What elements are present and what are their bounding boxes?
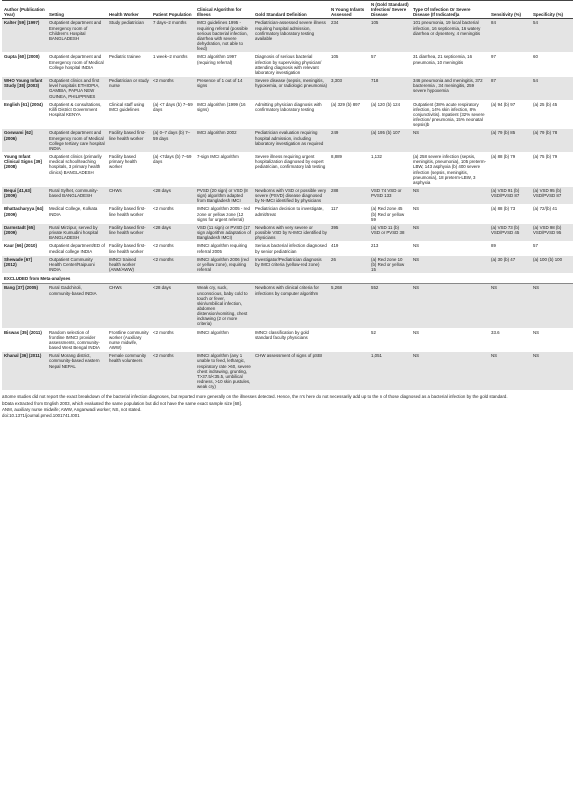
table-cell: 419 (329, 242, 369, 255)
table-cell: <2 months (151, 242, 195, 255)
table-cell: 346 pneumonia and meningitis, 372 bacteremia , 34 meningitis, 259 severe hypoxemia (411, 77, 489, 101)
table-cell: 101 pneumonia, 19 local bacterial infection, 16 septicemia, 16 watery diarrhea or dysentery, 4 meningitis (411, 19, 489, 53)
study-author-cell: Shewade [67] (2012) (2, 255, 47, 273)
table-cell: NS (411, 129, 489, 153)
table-cell: (a) 195 (b) 107 (369, 129, 411, 153)
table-cell: (a) 30 (b) 47 (489, 255, 531, 273)
table-row (2, 53, 573, 77)
table-cell: Diagnosis of serious bacterial infection by supervising physician/ attending diagnosis with relevant laboratory investigation (253, 53, 329, 77)
column-header: Type Of Infection Or Severe Disease (If Indicated)a (411, 1, 489, 19)
table-cell: 105 (329, 53, 369, 77)
table-cell: Random selection of frontline IMNCI provider assessments, community-based West Bengal INDIA (47, 328, 107, 352)
table-cell: Severe illness requiring urgent hospitalization diagnosed by expert pediatrician, confirmatory lab testing (253, 153, 329, 187)
table-cell: 718 (369, 77, 411, 101)
table-cell: (a) VSD 98 (b) VSD/PVSD 95 (531, 223, 573, 241)
table-cell: Newborns with very severe or possible VSD by N-IMCI identified by physicians (255, 224, 327, 241)
table-cell: 234 (329, 19, 369, 53)
table-cell: Pediatrician-assessed severe illness requiring hospital admission, confirmatory laboratory testing available (253, 19, 329, 53)
table-cell: Facility based first-line health worker (107, 129, 151, 153)
study-author-cell: English [61] (2004) (2, 100, 47, 129)
table-cell: PVSD (20 sign) or VSD (8 sign) algorithm adapted from Bangladesh IMCI (195, 187, 253, 205)
footnote: ANM, auxiliary nurse midwife; AWW, Anganwadi worker; NS, not stated. (2, 407, 142, 413)
table-cell: IMNCI classification by gold standard faculty physicians (253, 328, 329, 352)
table-cell: IMCI guidelines 1995 - requiring referral (possible serious bacterial infection, diarrhea with severe dehydration, not able to feed) (195, 19, 253, 53)
table-row (2, 153, 573, 187)
table-cell: 57 (531, 242, 573, 255)
table-cell: Rural Mirzipur, served by private Kumudini hospital BANGLADESH (47, 223, 107, 241)
table-cell: (a) 72/(b) 41 (531, 205, 573, 223)
study-author-cell: Bequi [41,63] (2009) (2, 187, 47, 205)
study-author-cell: Goswami [62] (2006) (2, 129, 47, 153)
study-characteristics-table (2, 0, 573, 391)
table-cell: <2 months (151, 255, 195, 273)
table-cell: Frontline community worker (Auxiliary nurse midwife, AWW) (107, 328, 151, 352)
doi-line: doi:10.1371/journal.pmed.1001741.t001 (2, 413, 80, 419)
table-footnotes (2, 394, 573, 418)
column-header: Gold Standard Definition (253, 1, 329, 19)
table-cell: 395 (329, 223, 369, 241)
table-cell: (a) 120 (b) 124 (369, 100, 411, 129)
column-header: Patient Population (151, 1, 195, 19)
table-cell: 1,132 (369, 153, 411, 187)
table-cell: 249 (329, 129, 369, 153)
table-cell: CHWs (107, 187, 151, 205)
table-cell: Pediatrician or study nurse (107, 77, 151, 101)
column-header: Health Worker (107, 1, 151, 19)
table-cell: Study pediatrician (107, 19, 151, 53)
table-cell: Pediatrician evaluation requiring hospital admission, including laboratory investigation as required (253, 129, 329, 153)
table-cell: CHWs (107, 284, 151, 328)
table-cell: (a) 88 (b) 73 (489, 205, 531, 223)
table-cell: <2 months (151, 205, 195, 223)
table-cell: Serious bacterial infection diagnosed by senior pediatrician (253, 242, 329, 255)
excluded-section-label: EXCLUDED from Meta-analyses (2, 274, 573, 284)
table-cell: Pediatrician decision to investigate, admit/treat (253, 205, 329, 223)
table-cell: <2 months (151, 328, 195, 352)
study-author-cell: Darmstadt [65] (2009) (2, 223, 47, 241)
table-cell: Rural Sylhet, community-based BANGLADESH (47, 187, 107, 205)
table-cell: 97 (489, 53, 531, 77)
table-cell: Outpatient department and Emergency room of Medical College tertiary care hospital INDIA (47, 129, 107, 153)
table-cell: Medical College, Kolkata INDIA (47, 205, 107, 223)
table-cell: Outpatient Community Health Center/Raipuoni INDIA (47, 255, 107, 273)
table-cell: 54 (531, 19, 573, 53)
table-cell: Female community health volunteers (107, 352, 151, 391)
table-cell: (a) 25 (b) 45 (531, 100, 573, 129)
table-cell: Rural Morang district, community-based eastern Nepal NEPAL (47, 352, 107, 391)
table-cell: Pediatric trainee (107, 53, 151, 77)
table-cell: NS (411, 284, 489, 328)
table-cell: (a) 0–7 days (b) 7–59 days (151, 129, 195, 153)
table-cell: (a) Red zone 45 (b) Red or yellow 59 (369, 205, 411, 223)
table-cell: (a) VSD 11 (b) VSD or PVSD 38 (369, 223, 411, 241)
table-cell: (a) 79 (b) 85 (489, 129, 531, 153)
table-cell: 7-sign IMCI algorithm (195, 153, 253, 187)
column-header: Clinical Algorithm for Illness (195, 1, 253, 19)
table-cell: IMCI algorithm 1997 (requiring referral) (195, 53, 253, 77)
table-cell: Weak cry, suck, unconscious, baby cold to touch or fever, skin/umbilical infection, abdomen distension/vomiting, chest indrawing (2 or more criteria) (195, 284, 253, 328)
table-cell: VSD 74 VSD or PVSD 133 (369, 187, 411, 205)
table-cell: IMNCI algorithm 2006 (red or yellow zone), requiring referral (195, 255, 253, 273)
table-cell: 31 diarrhea, 21 septicemia, 16 pneumonia, 10 meningitis (411, 53, 489, 77)
column-header: Author (Publication Year) (2, 1, 47, 19)
table-cell: 552 (369, 284, 411, 328)
table-cell: Facility based first-line health worker (107, 223, 151, 241)
table-cell: (a) 258 severe infection (sepsis, meningitis, pneumonia), 105 preterm-LBW, 143 asphyxia (b) 400 severe infection (sepsis, meningitis, pneumonia), 18 preterm-LBW, 3 asphyxia (411, 153, 489, 187)
table-cell: 5,268 (329, 284, 369, 328)
column-header: Setting (47, 1, 107, 19)
table-row (2, 205, 573, 223)
table-cell: (a) Red zone 10 (b) Red or yellow 15 (369, 255, 411, 273)
table-cell: NS (411, 352, 489, 391)
table-cell: VSD (11 sign) or PVSD (17 sign algorithm adaptation of Bangladesh IMCI) (195, 223, 253, 241)
study-author-cell: Bang [37] (2005) (2, 284, 47, 328)
study-author-cell: Biswas [35] (2011) (2, 328, 47, 352)
table-cell: Presence of 1 out of 14 signs (195, 77, 253, 101)
table-cell: Outpatient department and Emergency room of Children's Hospital BANGLADESH (47, 19, 107, 53)
table-row (2, 255, 573, 273)
table-cell: NS (531, 284, 573, 328)
table-row (2, 187, 573, 205)
table-cell: 57 (369, 53, 411, 77)
table-cell: NS (531, 352, 573, 391)
table-row (2, 328, 573, 352)
table-cell: 288 (329, 187, 369, 205)
table-row (2, 284, 573, 328)
table-row (2, 77, 573, 101)
table-cell: Outpatient clinics and first level hospitals ETHIOPIA, GAMBIA, PAPUA NEW GUINEA, PHILIPPINES (47, 77, 107, 101)
study-author-cell: WHO Young Infant Study [38] (2003) (2, 77, 47, 101)
table-cell: IMCI algorithm 2002 (195, 129, 253, 153)
study-author-cell: Bhattacharyya [64] (2009) (2, 205, 47, 223)
table-cell: (a) <7 days (b) 7–59 days (151, 100, 195, 129)
table-cell: NS (411, 255, 489, 273)
header-row (2, 1, 573, 19)
table-cell: (a) 79 (b) 78 (531, 129, 573, 153)
column-header: N Young Infants Assessed (329, 1, 369, 19)
table-cell: (a) VSD 91 (b) VSD/PVSD 87 (489, 187, 531, 205)
table-row (2, 100, 573, 129)
table-cell: (a) 100 (b) 100 (531, 255, 573, 273)
study-author-cell: Kalter [59] (1997) (2, 19, 47, 53)
table-cell: 33.6 (489, 328, 531, 352)
table-cell: 1,051 (369, 352, 411, 391)
table-cell: CHW assessment of signs of pSBI (253, 352, 329, 391)
table-cell: Newborns with clinical criteria for infections by computer algorithm (253, 284, 329, 328)
table-cell: 7 days–2 months (151, 19, 195, 53)
table-cell: NS (489, 352, 531, 391)
table-cell: 213 (369, 242, 411, 255)
column-header: N (Gold Standard) Infection/ Severe Disease (369, 1, 411, 19)
table-cell: (a) VSD 95 (b) VSD/PVSD 87 (531, 187, 573, 205)
table-cell: (a) 94 (b) 97 (489, 100, 531, 129)
study-author-cell: Young Infant Clinical Signs [39] (2008) (2, 153, 47, 187)
study-author-cell: Kaur [66] (2010) (2, 242, 47, 255)
table-cell: 84 (489, 19, 531, 53)
table-cell: (a) VSD 73 (b) VSD/PVSD 45 (489, 223, 531, 241)
table-cell: 1 week–2 months (151, 53, 195, 77)
table-cell (329, 352, 369, 391)
table-cell: (a) 88 (b) 79 (489, 153, 531, 187)
table-cell: Severe disease (sepsis, meningitis, hypoxemia, or radiologic pneumonia) (253, 77, 329, 101)
table-cell: 89 (489, 242, 531, 255)
table-row (2, 223, 573, 241)
table-cell: Investigator/Pediatrician diagnosis by IMCI criteria (yellow-red zone) (253, 255, 329, 273)
table-cell: Newborns with VSD or possible very severe (PSVD) disease diagnosed by N-IMCI identified by physicians (253, 187, 329, 205)
table-cell: NS (411, 205, 489, 223)
table-row (2, 242, 573, 255)
footnote: bData extracted from English 2003, which evaluated the same population but did not have the same exact sample size [68]. (2, 400, 242, 406)
table-cell: Facility based first-line health worker (107, 205, 151, 223)
footnote: aSome studies did not report the exact breakdown of the bacterial infection diagnoses, but reported more generally on the illnesses detected. Hence, the n's here do not necessarily add up to the n of those diagnosed as a bacterial infection by the gold standard. (2, 394, 508, 400)
table-cell: Outpatient clinics (primarily medical school/teaching hospitals, 3 primary health clinics) BANGLADESH (47, 153, 107, 187)
table-cell: IMNCI trained health worker (ANM/AWW) (107, 255, 151, 273)
table-cell: IMNCI algorithm (any 1 unable to feed, lethargic, respiratory rate >60, severe chest indrawing, grunting, T>37.5/<35.5, umbilical redness, >10 skin pustules, weak cry) (195, 352, 253, 391)
table-cell: IMNCI algorithm (195, 328, 253, 352)
column-header: Specificity (%) (531, 1, 573, 19)
table-cell: Admitting physician diagnosis with confirmatory laboratory testing (253, 100, 329, 129)
table-cell: NS (411, 223, 489, 241)
table-cell: 3,303 (329, 77, 369, 101)
table-row (2, 19, 573, 53)
table-cell: 8,889 (329, 153, 369, 187)
table-cell: NS (411, 328, 489, 352)
table-cell: (a) 329 (b) 897 (329, 100, 369, 129)
table-cell: 26 (329, 255, 369, 273)
table-cell: NS (411, 187, 489, 205)
table-row (2, 129, 573, 153)
table-cell (329, 328, 369, 352)
table-cell: Rural Gadchiroli, community-based INDIA (47, 284, 107, 328)
table-cell: <2 months (151, 77, 195, 101)
table-cell: <28 days (151, 284, 195, 328)
table-cell: <28 days (151, 223, 195, 241)
table-cell: 52 (369, 328, 411, 352)
table-cell: NS (411, 242, 489, 255)
table-body (2, 19, 573, 391)
table-cell: <2 months (151, 352, 195, 391)
table-cell: <28 days (151, 187, 195, 205)
table-cell: 87 (489, 77, 531, 101)
table-cell: (a) <7days (b) 7–59 days (151, 153, 195, 187)
study-author-cell: Gupta [60] (2000) (2, 53, 47, 77)
study-author-cell: Khanal [36] (2011) (2, 352, 47, 391)
table-cell: NS (531, 328, 573, 352)
table-cell: Facility based primary health worker (107, 153, 151, 187)
table-cell: Outpatient department and Emergency room of Medical College hospital INDIA (47, 53, 107, 77)
table-cell: IMCI algorithm (1999 (16 signs) (195, 100, 253, 129)
excluded-section-heading (2, 274, 573, 284)
table-cell: (a) 75 (b) 79 (531, 153, 573, 187)
table-cell: 117 (329, 205, 369, 223)
table-cell: Outpatient (38% acute respiratory infection, 14% skin infection, 8% conjunctivitis). Inpatient (32% severe infection/ pneumonia, 15% neonatal sepsis)b (411, 100, 489, 129)
table-cell: 105 (369, 19, 411, 53)
table-cell: IMNCI algorithm requiring referral 2005 (195, 242, 253, 255)
table-row (2, 352, 573, 391)
table-cell: 60 (531, 53, 573, 77)
table-cell: Outpatient & consultations, Kilifi District Government Hospital KENYA (47, 100, 107, 129)
table-cell: 54 (531, 77, 573, 101)
table-cell: Clinical staff using IMCI guidelines (107, 100, 151, 129)
table-cell: Outpatient department/ED of medical college INDIA (47, 242, 107, 255)
table-cell: IMNCI algorithm 2005 - red zone or yellow zone (12 signs for urgent referral) (195, 205, 253, 223)
table-cell: Facility based first-line health worker (107, 242, 151, 255)
table-cell: NS (489, 284, 531, 328)
column-header: Sensitivity (%) (489, 1, 531, 19)
table-header (2, 1, 573, 19)
